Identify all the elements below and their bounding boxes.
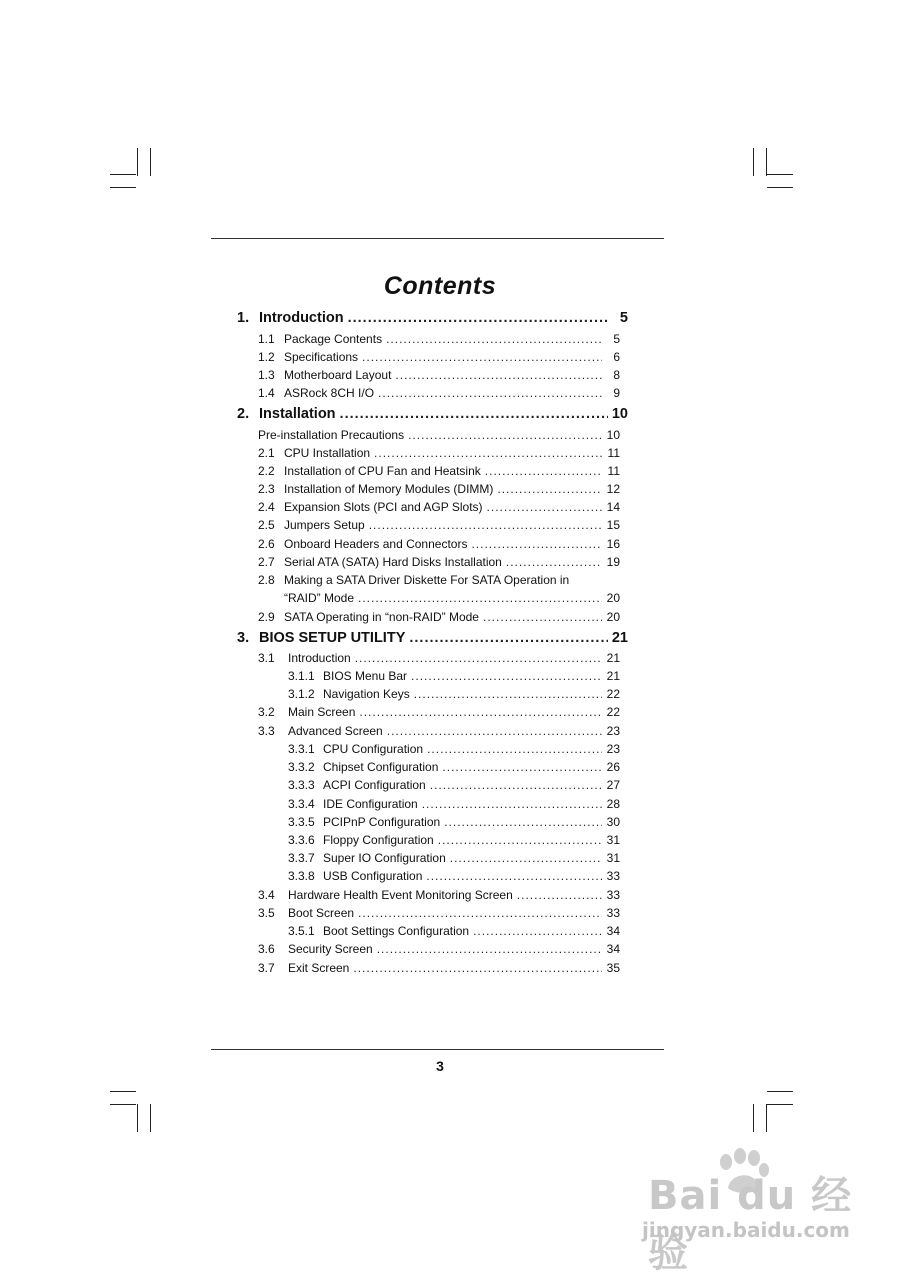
toc-number: 2.: [237, 406, 250, 422]
toc-row: [258, 724, 620, 738]
toc-page: 28: [606, 797, 620, 811]
toc-chapter-row: [237, 630, 628, 647]
toc-label: Hardware Health Event Monitoring Screen: [288, 888, 513, 902]
toc-number: 3.3.6: [288, 833, 315, 847]
toc-page: 5: [619, 310, 628, 326]
dot-leader: [506, 555, 602, 569]
toc-label: CPU Installation: [284, 446, 371, 460]
dot-leader: [426, 869, 602, 883]
toc-label: IDE Configuration: [323, 797, 418, 811]
toc-label: Exit Screen: [288, 961, 350, 975]
toc-page: 20: [606, 591, 620, 605]
toc-number: 3.2: [258, 705, 275, 719]
toc-page: 31: [606, 833, 620, 847]
toc-number: 3.3.8: [288, 869, 315, 883]
toc-number: 3.3.4: [288, 797, 315, 811]
toc-row: [258, 591, 620, 605]
dot-leader: [362, 350, 602, 364]
toc-page: 21: [606, 669, 620, 683]
toc-number: 2.4: [258, 500, 275, 514]
toc-row: [288, 742, 620, 756]
footer-rule: [211, 1049, 664, 1050]
dot-leader: [487, 500, 602, 514]
toc-number: 3.6: [258, 942, 275, 956]
toc-row: [288, 669, 620, 683]
crop-mark: [110, 1091, 136, 1092]
crop-mark: [150, 1104, 151, 1132]
dot-leader: [483, 610, 602, 624]
header-rule: [211, 238, 664, 239]
toc-number: 3.5.1: [288, 924, 315, 938]
toc-row: [288, 687, 620, 701]
toc-page: 22: [606, 687, 620, 701]
watermark-logo: Bai du 经验: [648, 1173, 853, 1276]
toc-row: [258, 573, 620, 587]
dot-leader: [427, 742, 602, 756]
toc-page: 16: [606, 537, 620, 551]
dot-leader: [386, 332, 602, 346]
toc-label: Pre-installation Precautions: [258, 428, 405, 442]
toc-row: [258, 350, 620, 364]
toc-label: PCIPnP Configuration: [323, 815, 441, 829]
toc-row: [258, 368, 620, 382]
toc-label: Advanced Screen: [288, 724, 383, 738]
dot-leader: [422, 797, 602, 811]
dot-leader: [497, 482, 602, 496]
toc-number: 2.5: [258, 518, 275, 532]
toc-page: 23: [606, 724, 620, 738]
toc-page: 34: [606, 942, 620, 956]
page-number: 3: [436, 1058, 444, 1074]
toc-number: 3.4: [258, 888, 275, 902]
toc-number: 2.3: [258, 482, 275, 496]
toc-number: 1.3: [258, 368, 275, 382]
toc-label: Making a SATA Driver Diskette For SATA Operation in: [284, 573, 570, 587]
toc-label: Introduction: [288, 651, 351, 665]
dot-leader: [473, 924, 602, 938]
crop-mark: [766, 148, 767, 176]
toc-page: 22: [606, 705, 620, 719]
toc-label: Boot Screen: [288, 906, 355, 920]
toc-row: [258, 906, 620, 920]
toc-page: 21: [606, 651, 620, 665]
dot-leader: [408, 428, 602, 442]
toc-page: 34: [606, 924, 620, 938]
toc-page: 11: [607, 446, 620, 460]
toc-label: Introduction: [259, 310, 344, 326]
toc-page: 8: [613, 368, 620, 382]
crop-mark: [767, 1104, 793, 1105]
dot-leader: [348, 310, 608, 327]
toc-number: 2.8: [258, 573, 275, 587]
toc-label: Security Screen: [288, 942, 373, 956]
toc-label: Navigation Keys: [323, 687, 410, 701]
toc-label: Installation: [259, 406, 336, 422]
toc-number: 3.1.2: [288, 687, 315, 701]
toc-row: [288, 851, 620, 865]
toc-page: 26: [606, 760, 620, 774]
dot-leader: [358, 906, 602, 920]
toc-page: 15: [606, 518, 620, 532]
crop-mark: [110, 187, 136, 188]
toc-page: 31: [606, 851, 620, 865]
dot-leader: [471, 537, 602, 551]
toc-chapter-row: [237, 406, 628, 423]
toc-number: 3.: [237, 630, 250, 646]
toc-number: 3.3.5: [288, 815, 315, 829]
dot-leader: [409, 630, 608, 647]
dot-leader: [444, 815, 602, 829]
toc-page: 23: [606, 742, 620, 756]
toc-page: 33: [606, 888, 620, 902]
crop-mark: [767, 174, 793, 175]
toc-row: [258, 651, 620, 665]
dot-leader: [411, 669, 602, 683]
dot-leader: [377, 942, 602, 956]
dot-leader: [359, 705, 602, 719]
crop-mark: [110, 1104, 136, 1105]
toc-row: [258, 332, 620, 346]
toc-label: Super IO Configuration: [323, 851, 446, 865]
crop-mark: [753, 1104, 754, 1132]
page-title: Contents: [383, 272, 497, 300]
toc-row: [258, 888, 620, 902]
crop-mark: [110, 174, 136, 175]
toc-number: 1.: [237, 310, 250, 326]
toc-label: SATA Operating in “non-RAID” Mode: [284, 610, 479, 624]
toc-label: Motherboard Layout: [284, 368, 392, 382]
toc-row: [288, 815, 620, 829]
dot-leader: [353, 961, 602, 975]
toc-page: 21: [611, 630, 628, 646]
toc-row: [288, 797, 620, 811]
dot-leader: [369, 518, 602, 532]
toc-page: 30: [606, 815, 620, 829]
toc-row: [258, 537, 620, 551]
toc-row: [258, 942, 620, 956]
toc-page: 10: [611, 406, 628, 422]
toc-number: 3.1: [258, 651, 275, 665]
toc-number: 1.4: [258, 386, 275, 400]
toc-label: Serial ATA (SATA) Hard Disks Installation: [284, 555, 502, 569]
toc-row: [258, 500, 620, 514]
crop-mark: [137, 1104, 138, 1132]
watermark-url: jingyan.baidu.com: [642, 1218, 850, 1242]
toc-row: [258, 705, 620, 719]
crop-mark: [150, 148, 151, 176]
toc-number: 3.3: [258, 724, 275, 738]
toc-row: [288, 833, 620, 847]
toc-row: [258, 555, 620, 569]
toc-number: 3.3.1: [288, 742, 315, 756]
toc-number: 2.1: [258, 446, 275, 460]
toc-chapter-row: [237, 310, 628, 327]
crop-mark: [753, 148, 754, 176]
toc-label: USB Configuration: [323, 869, 423, 883]
toc-label: Expansion Slots (PCI and AGP Slots): [284, 500, 483, 514]
dot-leader: [442, 760, 602, 774]
toc-page: 5: [613, 332, 620, 346]
toc-label: CPU Configuration: [323, 742, 424, 756]
dot-leader: [378, 386, 602, 400]
toc-number: 3.1.1: [288, 669, 315, 683]
toc-number: 3.3.7: [288, 851, 315, 865]
toc-page: 20: [606, 610, 620, 624]
toc-number: 2.2: [258, 464, 275, 478]
toc-label: Package Contents: [284, 332, 383, 346]
dot-leader: [438, 833, 602, 847]
toc-page: 14: [606, 500, 620, 514]
toc-number: 3.3.3: [288, 778, 315, 792]
toc-page: 27: [606, 778, 620, 792]
toc-label: Specifications: [284, 350, 359, 364]
toc-label: ASRock 8CH I/O: [284, 386, 375, 400]
toc-row: [288, 924, 620, 938]
toc-label: “RAID” Mode: [284, 591, 355, 605]
toc-page: 10: [606, 428, 620, 442]
toc-label: Onboard Headers and Connectors: [284, 537, 468, 551]
toc-page: 12: [606, 482, 620, 496]
toc-row: [258, 961, 620, 975]
toc-page: 33: [606, 906, 620, 920]
toc-number: 2.7: [258, 555, 275, 569]
toc-number: 3.7: [258, 961, 275, 975]
toc-label: BIOS SETUP UTILITY: [259, 630, 406, 646]
crop-mark: [767, 187, 793, 188]
toc-label: Boot Settings Configuration: [323, 924, 470, 938]
toc-page: 33: [606, 869, 620, 883]
dot-leader: [517, 888, 602, 902]
dot-leader: [374, 446, 602, 460]
toc-number: 2.6: [258, 537, 275, 551]
toc-row: [288, 760, 620, 774]
toc-page: 11: [607, 464, 620, 478]
toc-label: BIOS Menu Bar: [323, 669, 408, 683]
toc-page: 9: [613, 386, 620, 400]
crop-mark: [137, 148, 138, 176]
dot-leader: [355, 651, 602, 665]
toc-page: 6: [613, 350, 620, 364]
toc-row: [258, 446, 620, 460]
toc-row: [258, 428, 620, 442]
toc-row: [258, 610, 620, 624]
crop-mark: [767, 1091, 793, 1092]
dot-leader: [395, 368, 602, 382]
toc-label: Floppy Configuration: [323, 833, 434, 847]
toc-page: 35: [606, 961, 620, 975]
toc-label: Main Screen: [288, 705, 356, 719]
toc-row: [258, 464, 620, 478]
toc-label: Chipset Configuration: [323, 760, 439, 774]
toc-row: [288, 778, 620, 792]
toc-number: 3.5: [258, 906, 275, 920]
dot-leader: [430, 778, 602, 792]
crop-mark: [766, 1104, 767, 1132]
dot-leader: [485, 464, 602, 478]
toc-row: [258, 386, 620, 400]
toc-number: 1.1: [258, 332, 275, 346]
toc-page: 19: [606, 555, 620, 569]
baidu-watermark: [642, 1148, 872, 1276]
toc-row: [288, 869, 620, 883]
toc-label: Installation of Memory Modules (DIMM): [284, 482, 494, 496]
toc-label: Installation of CPU Fan and Heatsink: [284, 464, 481, 478]
toc-row: [258, 518, 620, 532]
dot-leader: [387, 724, 602, 738]
toc-number: 1.2: [258, 350, 275, 364]
toc-number: 3.3.2: [288, 760, 315, 774]
toc-label: Jumpers Setup: [284, 518, 365, 532]
dot-leader: [358, 591, 602, 605]
dot-leader: [450, 851, 602, 865]
toc-row: [258, 482, 620, 496]
dot-leader: [340, 406, 608, 423]
dot-leader: [414, 687, 602, 701]
toc-number: 2.9: [258, 610, 275, 624]
toc-label: ACPI Configuration: [323, 778, 426, 792]
